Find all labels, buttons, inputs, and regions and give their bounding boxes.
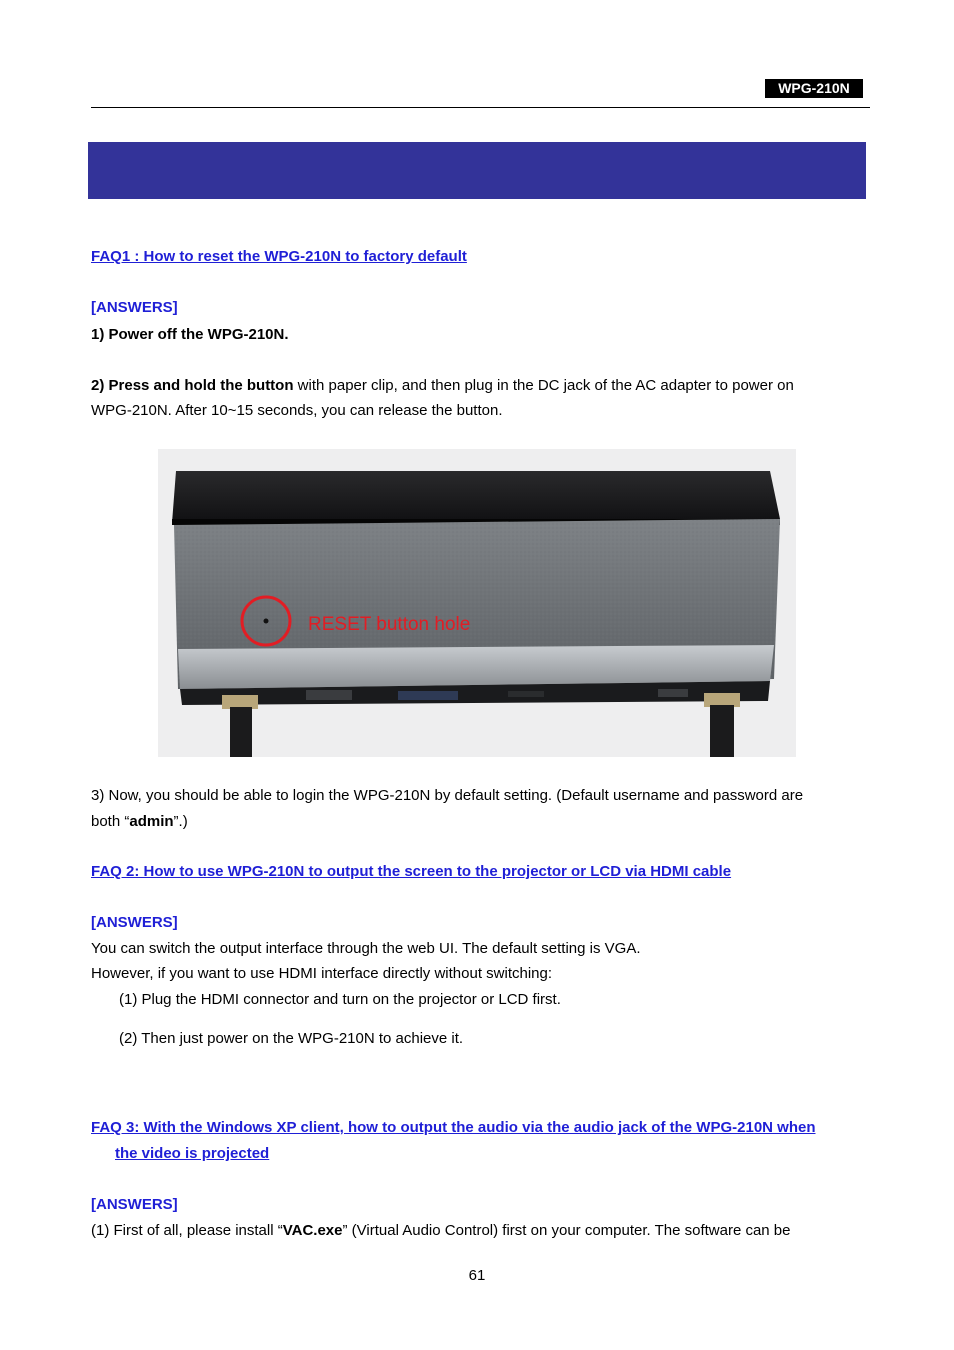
faq1-step3-post: ”.) <box>173 813 188 830</box>
faq3-item1 <box>91 1218 791 1243</box>
faq1-step2-bold: 2) Press and hold the button <box>91 377 294 394</box>
model-badge: WPG-210N <box>765 79 863 98</box>
faq3-item1-pre: (1) First of all, please install “ <box>91 1222 283 1239</box>
faq1-step3-bold: admin <box>129 813 174 830</box>
faq2-question-link[interactable]: FAQ 2: How to use WPG-210N to output the screen to the projector or LCD via HDMI cable <box>91 863 732 880</box>
faq2-item2: (2) Then just power on the WPG-210N to achieve it. <box>119 1030 464 1047</box>
faq3-question-link-line2[interactable]: the video is projected <box>115 1145 270 1162</box>
faq3-question-link-line1[interactable]: FAQ 3: With the Windows XP client, how to output the audio via the audio jack of the WPG-210N when <box>91 1119 816 1136</box>
page-number: 61 <box>468 1267 486 1284</box>
faq3-item1-post: ” (Virtual Audio Control) first on your computer. The software can be <box>342 1222 791 1239</box>
faq2-line1: You can switch the output interface through the web UI. The default setting is VGA. <box>91 940 641 957</box>
device-photo <box>158 449 796 757</box>
faq2-item1: (1) Plug the HDMI connector and turn on the projector or LCD first. <box>119 991 561 1008</box>
faq1-question-link[interactable]: FAQ1 : How to reset the WPG-210N to factory default <box>91 248 467 265</box>
header-rule <box>91 107 870 108</box>
faq1-step2 <box>91 373 794 398</box>
faq1-step3-line1: 3) Now, you should be able to login the WPG-210N by default setting. (Default username and password are <box>91 787 804 804</box>
faq1-step2-rest: with paper clip, and then plug in the DC jack of the AC adapter to power on <box>293 377 794 394</box>
faq1-step1: 1) Power off the WPG-210N. <box>91 326 289 343</box>
faq2-answers-label: [ANSWERS] <box>91 914 178 931</box>
faq3-item1-bold: VAC.exe <box>282 1222 343 1239</box>
faq2-line2: However, if you want to use HDMI interface directly without switching: <box>91 965 553 982</box>
reset-hole-label: RESET button hole <box>308 614 471 635</box>
section-title-band <box>88 142 866 199</box>
faq1-answers-label: [ANSWERS] <box>91 299 178 316</box>
faq1-step2-line2: WPG-210N. After 10~15 seconds, you can release the button. <box>91 402 503 419</box>
faq1-step3-pre: both “ <box>91 813 130 830</box>
faq3-answers-label: [ANSWERS] <box>91 1196 178 1213</box>
faq1-step3-line2 <box>91 809 188 834</box>
